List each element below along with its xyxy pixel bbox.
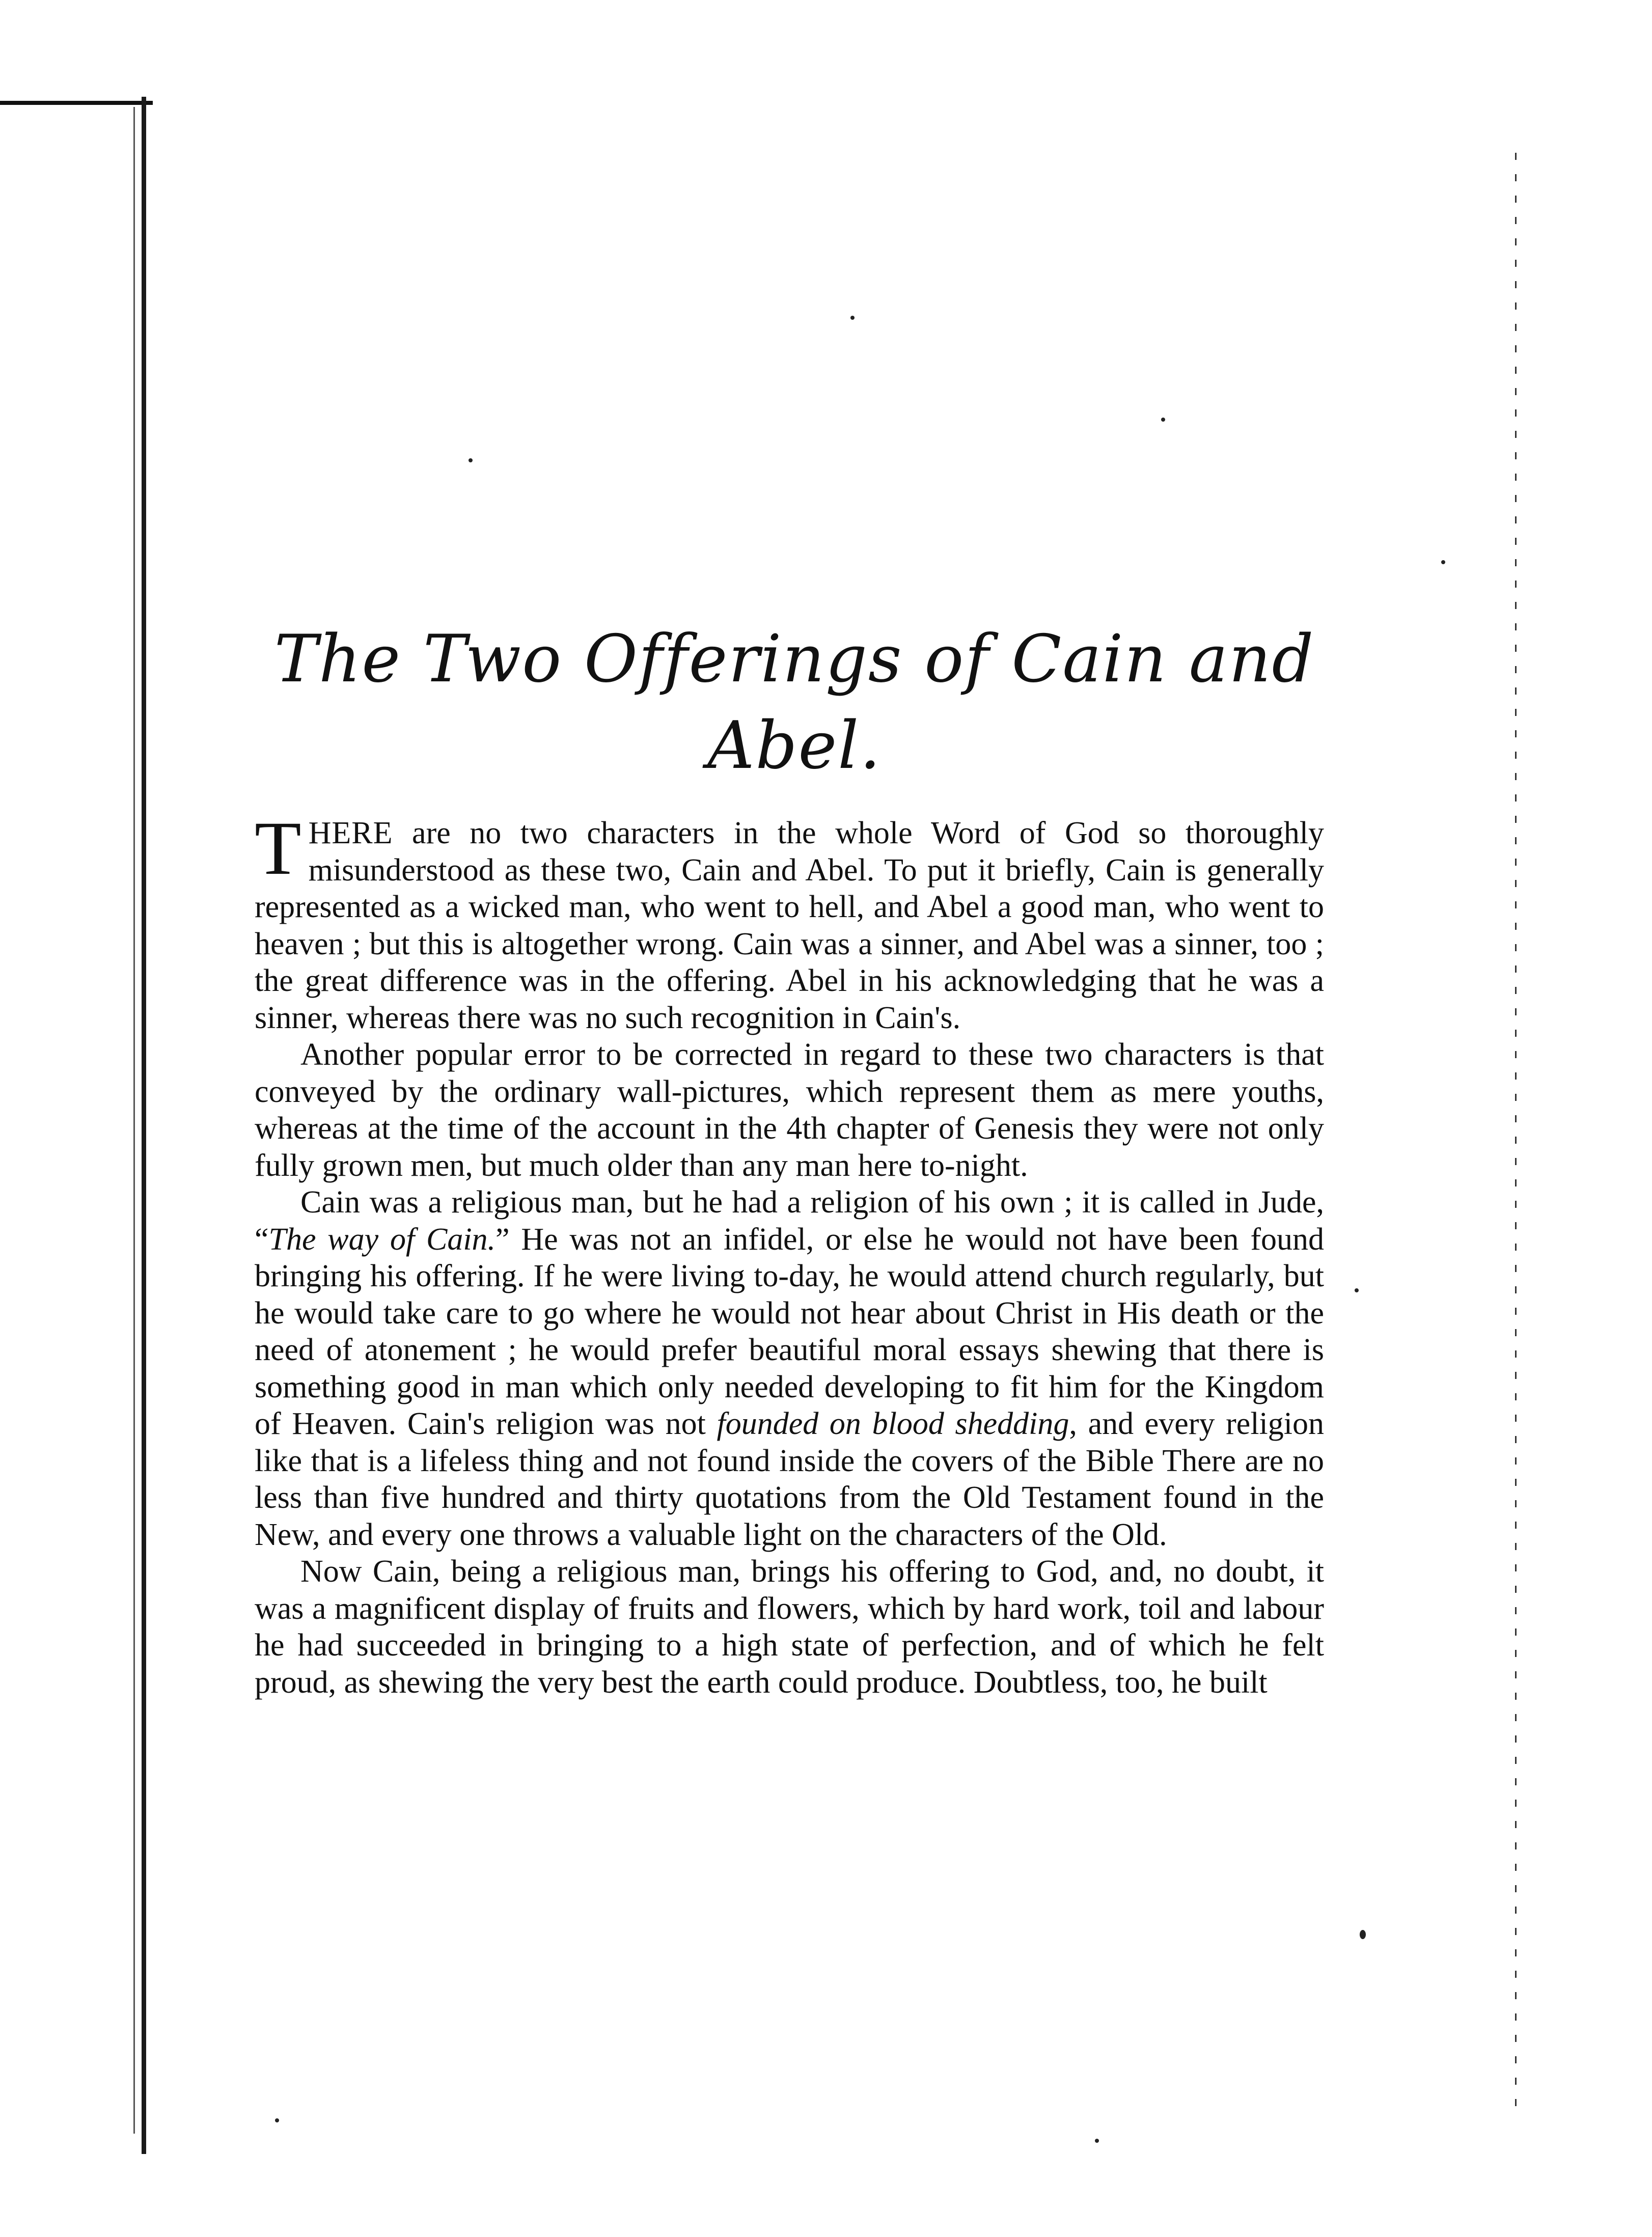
paragraph-2-text: Another popular error to be corrected in regard to these two characters is that conveyed by the ordinary wall-pictures, which represent them as mere youths, whereas at the time of the account in the 4th chapter of Genesis they were not only fully grown men, but much older than any man here to-night. — [255, 1037, 1324, 1183]
scan-speck — [1360, 1930, 1366, 1939]
paragraph-4 — [255, 1553, 1324, 1701]
drop-cap: T — [255, 806, 301, 891]
paragraph-3-before-quote: Cain was a religious man, but he had a religion of his own ; it is called in Jude, “ — [255, 1185, 1324, 1257]
scan-speck — [1441, 560, 1445, 564]
paragraph-3-emphasis: founded on blood shedding — [717, 1406, 1069, 1441]
scan-speck — [469, 458, 473, 462]
first-word: HERE — [308, 816, 393, 850]
scan-speck — [850, 316, 855, 320]
article-body — [255, 806, 1324, 1701]
title-line-1: The Two Offerings of Cain and — [274, 621, 1315, 697]
paragraph-3-after-emphasis: , and every religion like that is a lifeless thing and not found inside the covers of the Bible There are no less than five hundred and thirty quotations from the Old Testament found in the New, and every one throws a valuable light on the characters of the Old. — [255, 1406, 1324, 1552]
paragraph-3-after-quote: ” He was not an infidel, or else he would not have been found bringing his offering. If he were living to-day, he would attend church regularly, but he would take care to go where he would not hear about Christ in His death or the need of atonement ; he would prefer beautiful moral essays shewing that there is something good in man which only needed developing to fit him for the Kingdom of Heaven. Cain's religion was not — [255, 1222, 1324, 1441]
binding-edge-shadow — [133, 107, 135, 2134]
paragraph-3-quote: The way of Cain. — [268, 1222, 496, 1257]
paragraph-1 — [255, 806, 1324, 1036]
scan-speck — [1095, 2139, 1099, 2143]
binding-edge — [142, 97, 146, 2154]
scan-speck — [1355, 1288, 1359, 1292]
article-title — [224, 616, 1365, 789]
paragraph-1-text: are no two characters in the whole Word of God so thoroughly misunderstood as these two, Cain and Abel. To put it briefly, Cain is generally represented as a wicked man, who went to hell, and Abel a good man, who went to heaven ; but this is altogether wrong. Cain was a sinner, and Abel was a sinner, too ; the great difference was in the offering. Abel in his acknowledging that he was a sinner, whereas there was no such recognition in Cain's. — [255, 816, 1324, 1035]
paragraph-4-text: Now Cain, being a religious man, brings his offering to God, and, no doubt, it was a magnificent display of fruits and flowers, which by hard work, toil and labour he had succeeded in bringing to a high state of perfection, and of which he felt proud, as shewing the very best the earth could produce. Doubtless, too, he built — [255, 1554, 1324, 1700]
top-scan-rule — [0, 101, 153, 105]
title-line-2: Abel. — [707, 708, 882, 784]
scan-speck — [275, 2118, 279, 2122]
scan-speck — [1161, 418, 1165, 422]
paragraph-3 — [255, 1184, 1324, 1553]
paragraph-2 — [255, 1036, 1324, 1184]
right-scan-edge — [1515, 153, 1517, 2113]
